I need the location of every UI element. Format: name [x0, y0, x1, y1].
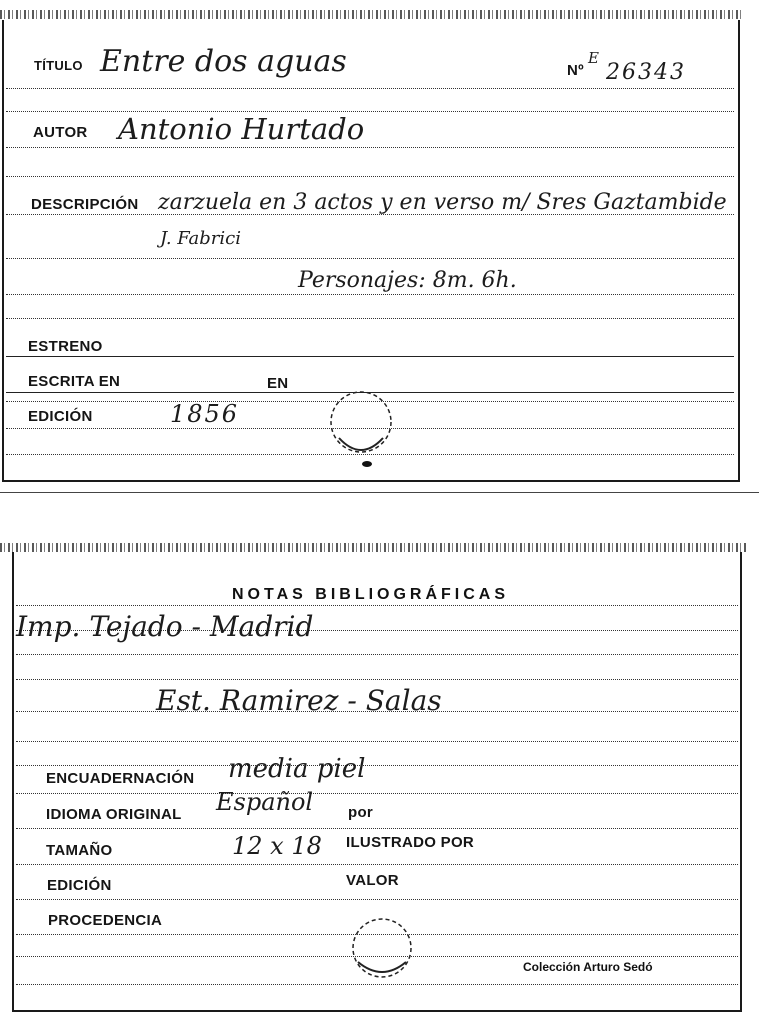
- number-prefix: E: [588, 49, 599, 67]
- translated-by-label: por: [348, 804, 374, 821]
- notes-line2: Est. Ramirez - Salas: [156, 684, 442, 717]
- size-label: TAMAÑO: [46, 842, 113, 859]
- description-value-line2: J. Fabrici: [160, 228, 241, 249]
- ruled-line: [16, 793, 738, 794]
- characters-value: Personajes: 8m. 6h.: [298, 268, 517, 293]
- ruled-line: [6, 111, 734, 112]
- ruled-line: [16, 899, 738, 900]
- ruled-line: [16, 605, 738, 606]
- ruled-line: [6, 356, 734, 357]
- author-label: AUTOR: [33, 124, 88, 141]
- ruled-line: [6, 318, 734, 319]
- punch-hole-mark: [325, 388, 397, 470]
- edition-label-notes: EDICIÓN: [47, 877, 112, 894]
- ruled-line: [16, 864, 738, 865]
- ruled-line: [6, 294, 734, 295]
- ruled-line: [16, 679, 738, 680]
- in-label: EN: [267, 375, 289, 392]
- notes-line1: Imp. Tejado - Madrid: [16, 610, 314, 643]
- ruled-line: [16, 828, 738, 829]
- ruled-line: [16, 984, 738, 985]
- edition-year-value: 1856: [170, 400, 240, 428]
- size-value: 12 x 18: [232, 832, 322, 860]
- provenance-label: PROCEDENCIA: [48, 912, 163, 929]
- title-value: Entre dos aguas: [100, 44, 347, 79]
- ruled-line: [16, 654, 738, 655]
- number-value: 26343: [606, 60, 686, 85]
- ruled-line: [16, 741, 738, 742]
- ruled-line: [6, 258, 734, 259]
- binding-value: media piel: [228, 754, 366, 784]
- edition-label: EDICIÓN: [28, 408, 93, 425]
- premiere-label: ESTRENO: [28, 338, 103, 355]
- notes-heading: NOTAS BIBLIOGRÁFICAS: [232, 586, 510, 603]
- description-value-line1: zarzuela en 3 actos y en verso m/ Sres Gaztambide: [158, 190, 727, 215]
- ruled-line: [6, 147, 734, 148]
- ruled-line: [6, 176, 734, 177]
- ruled-line: [16, 765, 738, 766]
- card-bottom-edge-texture: [0, 543, 748, 552]
- author-value: Antonio Hurtado: [118, 112, 365, 146]
- illustrated-by-label: ILUSTRADO POR: [346, 834, 475, 851]
- description-label: DESCRIPCIÓN: [31, 196, 139, 213]
- collection-credit: Colección Arturo Sedó: [523, 960, 653, 974]
- original-language-label: IDIOMA ORIGINAL: [46, 806, 182, 823]
- card-separator: [0, 492, 759, 493]
- original-language-value: Español: [216, 788, 314, 816]
- written-in-label: ESCRITA EN: [28, 373, 121, 390]
- value-label: VALOR: [346, 872, 399, 889]
- number-label: Nº: [567, 62, 584, 79]
- title-label: TÍTULO: [34, 58, 83, 73]
- ruled-line: [6, 88, 734, 89]
- punch-hole-mark: [348, 912, 416, 982]
- card-top-edge-texture: [0, 10, 744, 19]
- binding-label: ENCUADERNACIÓN: [46, 770, 195, 787]
